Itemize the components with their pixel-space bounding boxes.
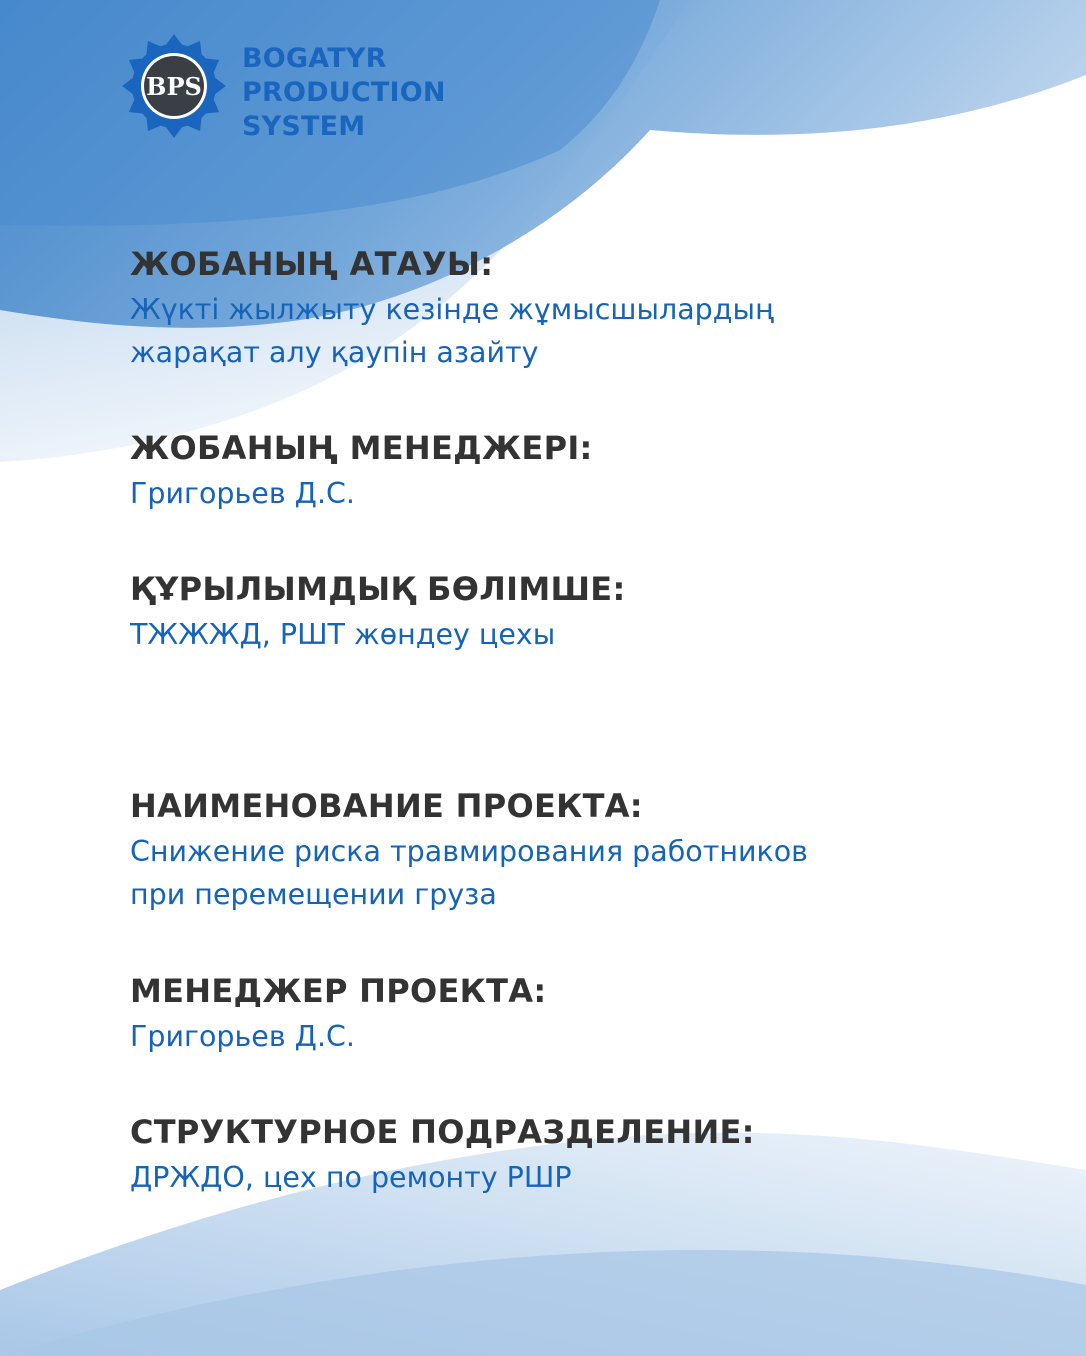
value-line: при перемещении груза bbox=[130, 878, 497, 911]
section-heading: НАИМЕНОВАНИЕ ПРОЕКТА: bbox=[130, 787, 643, 825]
value-line: ДРЖДО, цех по ремонту РШР bbox=[130, 1161, 572, 1194]
section-heading: ҚҰРЫЛЫМДЫҚ БӨЛІМШЕ: bbox=[130, 570, 626, 608]
value-line: ТЖЖЖД, РШТ жөндеу цехы bbox=[130, 618, 556, 651]
logo-line-2: PRODUCTION bbox=[242, 77, 446, 108]
section-heading: ЖОБАНЫҢ МЕНЕДЖЕРІ: bbox=[130, 429, 593, 467]
value-line: Григорьев Д.С. bbox=[130, 477, 355, 510]
section-ru-structural-unit bbox=[130, 1110, 1030, 1199]
section-value bbox=[130, 830, 1030, 916]
logo-badge-text: BPS bbox=[146, 72, 202, 101]
section-heading: МЕНЕДЖЕР ПРОЕКТА: bbox=[130, 972, 547, 1010]
section-kz-project-name bbox=[130, 242, 1030, 374]
section-value bbox=[130, 1156, 1030, 1199]
value-line: Жүкті жылжыту кезінде жұмысшылардың bbox=[130, 293, 774, 326]
logo-line-1: BOGATYR bbox=[242, 43, 387, 74]
value-line: жарақат алу қаупін азайту bbox=[130, 336, 539, 369]
section-value bbox=[130, 472, 1030, 515]
gear-icon bbox=[118, 30, 230, 142]
section-kz-structural-unit bbox=[130, 567, 1030, 656]
value-line: Григорьев Д.С. bbox=[130, 1020, 355, 1053]
section-ru-project-name bbox=[130, 784, 1030, 916]
section-value bbox=[130, 613, 1030, 656]
section-kz-project-manager bbox=[130, 426, 1030, 515]
section-value bbox=[130, 1015, 1030, 1058]
logo-line-3: SYSTEM bbox=[242, 111, 366, 142]
section-heading: СТРУКТУРНОЕ ПОДРАЗДЕЛЕНИЕ: bbox=[130, 1113, 755, 1151]
logo-wordmark bbox=[242, 42, 446, 144]
bps-logo bbox=[118, 30, 478, 142]
value-line: Снижение риска травмирования работников bbox=[130, 835, 808, 868]
section-heading: ЖОБАНЫҢ АТАУЫ: bbox=[130, 245, 494, 283]
section-value bbox=[130, 288, 1030, 374]
section-ru-project-manager bbox=[130, 969, 1030, 1058]
